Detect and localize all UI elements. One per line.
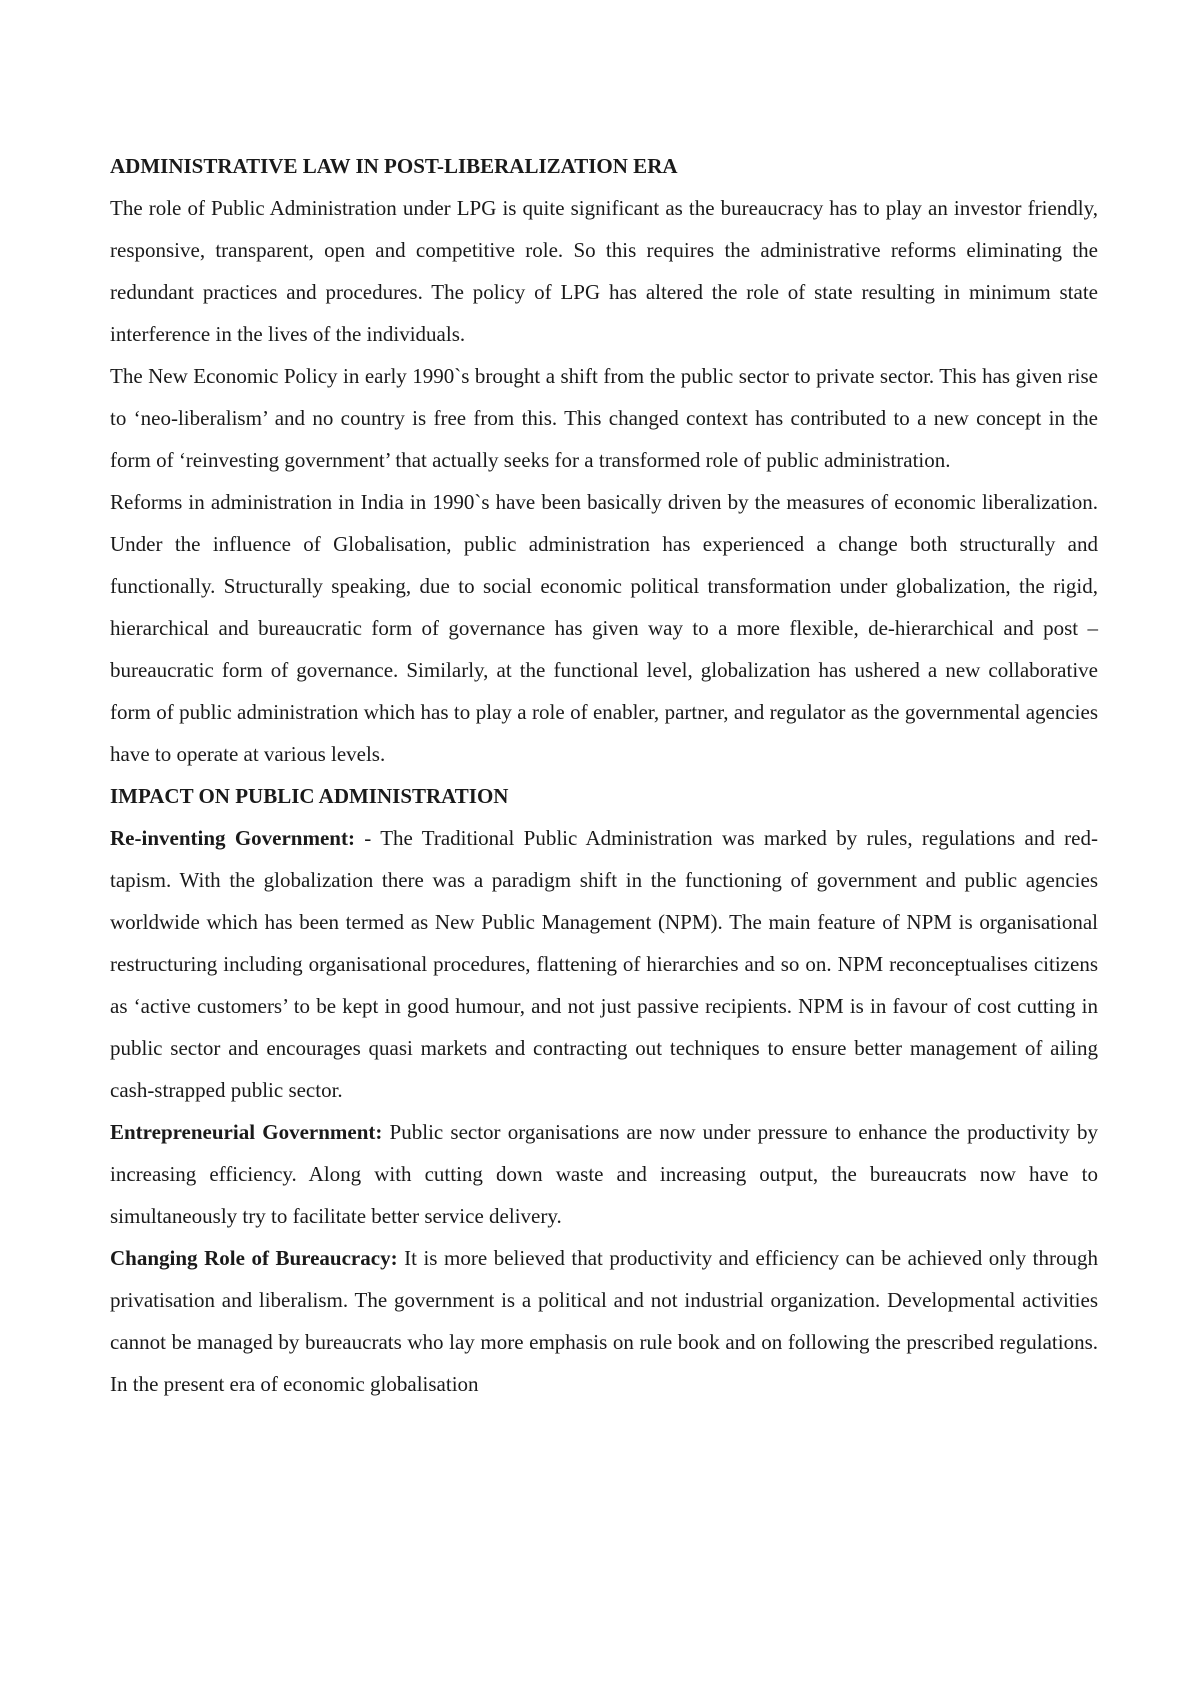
document-title: ADMINISTRATIVE LAW IN POST-LIBERALIZATION ERA [110, 154, 678, 178]
intro-paragraph-3: Reforms in administration in India in 1990`s have been basically driven by the measures of economic liberalization. Under the influence of Globalisation, public administration has experienced a change both structurally and functionally. Structurally speaking, due to social economic political transformation under globalization, the rigid, hierarchical and bureaucratic form of governance has given way to a more flexible, de-hierarchical and post –bureaucratic form of governance. Similarly, at the functional level, globalization has ushered a new collaborative form of public administration which has to play a role of enabler, partner, and regulator as the governmental agencies have to operate at various levels. [110, 490, 1098, 766]
section-lead-reinventing: Re-inventing Government: [110, 826, 355, 850]
section-reinventing-government [110, 817, 1098, 1111]
intro-paragraph-1: The role of Public Administration under LPG is quite significant as the bureaucracy has to play an investor friendly, responsive, transparent, open and competitive role. So this requires the administrative reforms eliminating the redundant practices and procedures. The policy of LPG has altered the role of state resulting in minimum state interference in the lives of the individuals. [110, 196, 1098, 346]
section-changing-role-bureaucracy [110, 1237, 1098, 1405]
section-heading: IMPACT ON PUBLIC ADMINISTRATION [110, 784, 509, 808]
section-entrepreneurial-government [110, 1111, 1098, 1237]
section-text-reinventing: - The Traditional Public Administration was marked by rules, regulations and red-tapism. With the globalization there was a paradigm shift in the functioning of government and public agencies worldwide which has been termed as New Public Management (NPM). The main feature of NPM is organisational restructuring including organisational procedures, flattening of hierarchies and so on. NPM reconceptualises citizens as ‘active customers’ to be kept in good humour, and not just passive recipients. NPM is in favour of cost cutting in public sector and encourages quasi markets and contracting out techniques to ensure better management of ailing cash-strapped public sector. [110, 826, 1098, 1102]
section-lead-entrepreneurial: Entrepreneurial Government: [110, 1120, 383, 1144]
section-text-bureaucracy: It is more believed that productivity and efficiency can be achieved only through privatisation and liberalism. The government is a political and not industrial organization. Developmental activities cannot be managed by bureaucrats who lay more emphasis on rule book and on following the prescribed regulations. In the present era of economic globalisation [110, 1246, 1098, 1396]
intro-paragraph-2: The New Economic Policy in early 1990`s brought a shift from the public sector to private sector. This has given rise to ‘neo-liberalism’ and no country is free from this. This changed context has contributed to a new concept in the form of ‘reinvesting government’ that actually seeks for a transformed role of public administration. [110, 364, 1098, 472]
section-text-entrepreneurial: Public sector organisations are now under pressure to enhance the productivity by increasing efficiency. Along with cutting down waste and increasing output, the bureaucrats now have to simultaneously try to facilitate better service delivery. [110, 1120, 1098, 1228]
section-lead-bureaucracy: Changing Role of Bureaucracy: [110, 1246, 398, 1270]
document-page [110, 145, 1098, 1405]
